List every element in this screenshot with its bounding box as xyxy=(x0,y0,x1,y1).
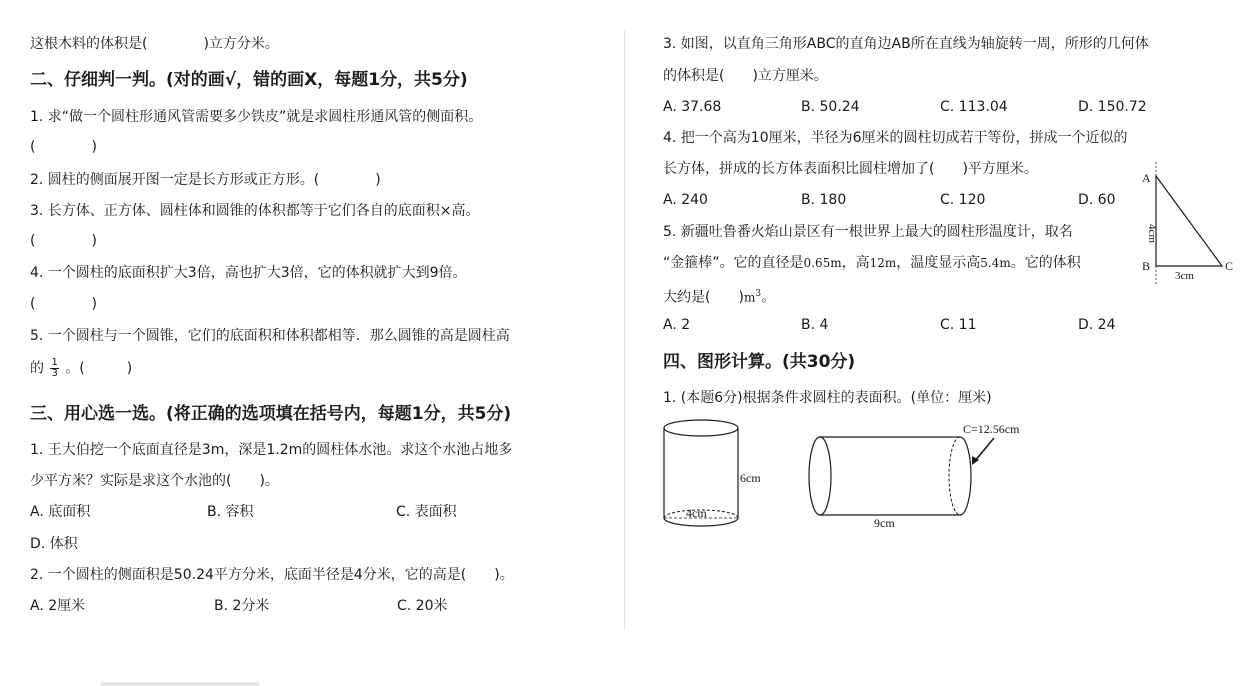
section-2-title: 二、仔细判一判。(对的画√，错的画X，每题1分，共5分) xyxy=(30,70,468,90)
horizontal-cylinder-figure xyxy=(800,416,1040,534)
cylinder2-circumference-label: C=12.56cm xyxy=(963,422,1020,436)
choice-q2-option-c: C. 20米 xyxy=(397,598,448,614)
q5-diameter: 0.65m xyxy=(803,256,842,270)
choice-q5-cont2 xyxy=(663,284,775,308)
q5-unit: m xyxy=(743,290,756,305)
cylinder2-left-end xyxy=(809,437,831,515)
judge-q4-blank: ( ) xyxy=(30,296,97,312)
side-ab-label: 4cm xyxy=(1146,224,1158,243)
judge-q1-blank: ( ) xyxy=(30,139,97,155)
choice-q2-option-a: A. 2厘米 xyxy=(30,598,86,614)
cylinder2-right-back xyxy=(949,437,960,515)
choice-q4-option-c: C. 120 xyxy=(940,192,986,208)
choice-q4-cont: 长方体，拼成的长方体表面积比圆柱增加了( )平方厘米。 xyxy=(663,161,1038,177)
choice-q5-option-a: A. 2 xyxy=(663,317,691,333)
judge-q5-suffix: 。( ) xyxy=(65,360,133,377)
choice-q3-option-c: C. 113.04 xyxy=(940,99,1008,115)
q5-unit-exponent: 3 xyxy=(755,289,762,299)
choice-q3: 3. 如图，以直角三角形ABC的直角边AB所在直线为轴旋转一周，所形的几何体 xyxy=(663,36,1149,52)
q5-text-6: 。 xyxy=(761,289,776,306)
choice-q1-option-d: D. 体积 xyxy=(30,536,78,552)
section-4-title: 四、图形计算。(共30分) xyxy=(663,352,856,372)
vertex-c-label: C xyxy=(1225,259,1234,273)
choice-q5-option-b: B. 4 xyxy=(801,317,829,333)
cylinder-top-ellipse xyxy=(664,420,738,436)
q5-text-1: “金箍棒”。它的直径是 xyxy=(663,255,804,271)
circumference-arrow xyxy=(974,438,994,462)
right-triangle-figure xyxy=(1138,160,1238,286)
q5-text-5: 大约是( ) xyxy=(663,289,744,306)
cylinder2-length-label: 9cm xyxy=(874,516,895,530)
choice-q3-option-b: B. 50.24 xyxy=(801,99,860,115)
cylinder2-right-front xyxy=(960,437,971,515)
judge-q5: 5. 一个圆柱与一个圆锥，它们的底面积和体积都相等．那么圆锥的高是圆柱高 xyxy=(30,328,510,344)
one-third-fraction xyxy=(50,358,58,379)
cylinder1-diameter-label: 4cm xyxy=(686,506,707,520)
choice-q3-option-a: A. 37.68 xyxy=(663,99,722,115)
choice-q2-option-b: B. 2分米 xyxy=(214,598,270,614)
choice-q3-option-d: D. 150.72 xyxy=(1078,99,1147,115)
column-divider xyxy=(624,30,625,630)
q5-temp-height: 5.4m xyxy=(980,256,1011,270)
choice-q4-option-d: D. 60 xyxy=(1078,192,1116,208)
choice-q1-option-a: A. 底面积 xyxy=(30,504,91,520)
choice-q1-cont: 少平方米？实际是求这个水池的( )。 xyxy=(30,473,279,489)
q5-height: 12m xyxy=(869,256,897,270)
choice-q1-option-b: B. 容积 xyxy=(207,504,254,520)
judge-q3-blank: ( ) xyxy=(30,233,97,249)
choice-q4-option-b: B. 180 xyxy=(801,192,847,208)
judge-q5-cont xyxy=(30,358,132,379)
vertex-b-label: B xyxy=(1142,259,1151,273)
choice-q1: 1. 王大伯挖一个底面直径是3m，深是1.2m的圆柱体水池。求这个水池占地多 xyxy=(30,442,513,458)
section-3-title: 三、用心选一选。(将正确的选项填在括号内，每题1分，共5分) xyxy=(30,404,512,424)
judge-q1: 1. 求“做一个圆柱形通风管需要多少铁皮”就是求圆柱形通风管的侧面积。 xyxy=(30,109,483,125)
choice-q4-option-a: A. 240 xyxy=(663,192,708,208)
horizontal-scrollbar[interactable] xyxy=(100,682,260,686)
wood-volume-line: 这根木料的体积是( )立方分米。 xyxy=(30,36,279,52)
choice-q5-option-d: D. 24 xyxy=(1078,317,1116,333)
judge-q3: 3. 长方体、正方体、圆柱体和圆锥的体积都等于它们各自的底面积×高。 xyxy=(30,203,480,219)
fraction-numerator: 1 xyxy=(51,357,58,368)
choice-q5: 5. 新疆吐鲁番火焰山景区有一根世界上最大的圆柱形温度计，取名 xyxy=(663,224,1073,240)
vertical-cylinder-figure xyxy=(660,414,772,534)
vertex-a-label: A xyxy=(1142,171,1151,185)
cylinder1-height-label: 6cm xyxy=(740,471,761,485)
choice-q3-cont: 的体积是( )立方厘米。 xyxy=(663,68,828,84)
q5-text-2: ，高 xyxy=(841,255,870,271)
judge-q2: 2. 圆柱的侧面展开图一定是长方形或正方形。( ) xyxy=(30,172,381,188)
choice-q4: 4. 把一个高为10厘米，半径为6厘米的圆柱切成若干等份，拼成一个近似的 xyxy=(663,130,1128,146)
q5-text-4: 。它的体积 xyxy=(1010,255,1081,271)
choice-q5-cont xyxy=(663,253,1081,273)
calc-q1: 1. (本题6分)根据条件求圆柱的表面积。(单位：厘米) xyxy=(663,390,992,406)
judge-q5-prefix: 的 xyxy=(30,360,44,377)
q5-text-3: ，温度显示高 xyxy=(896,255,981,271)
fraction-denominator: 3 xyxy=(51,368,58,379)
choice-q2: 2. 一个圆柱的侧面积是50.24平方分米，底面半径是4分米，它的高是( )。 xyxy=(30,567,514,583)
judge-q4: 4. 一个圆柱的底面积扩大3倍，高也扩大3倍，它的体积就扩大到9倍。 xyxy=(30,265,467,281)
choice-q1-option-c: C. 表面积 xyxy=(396,504,457,520)
triangle-abc xyxy=(1156,176,1222,266)
choice-q5-option-c: C. 11 xyxy=(940,317,977,333)
side-bc-label: 3cm xyxy=(1175,270,1194,282)
